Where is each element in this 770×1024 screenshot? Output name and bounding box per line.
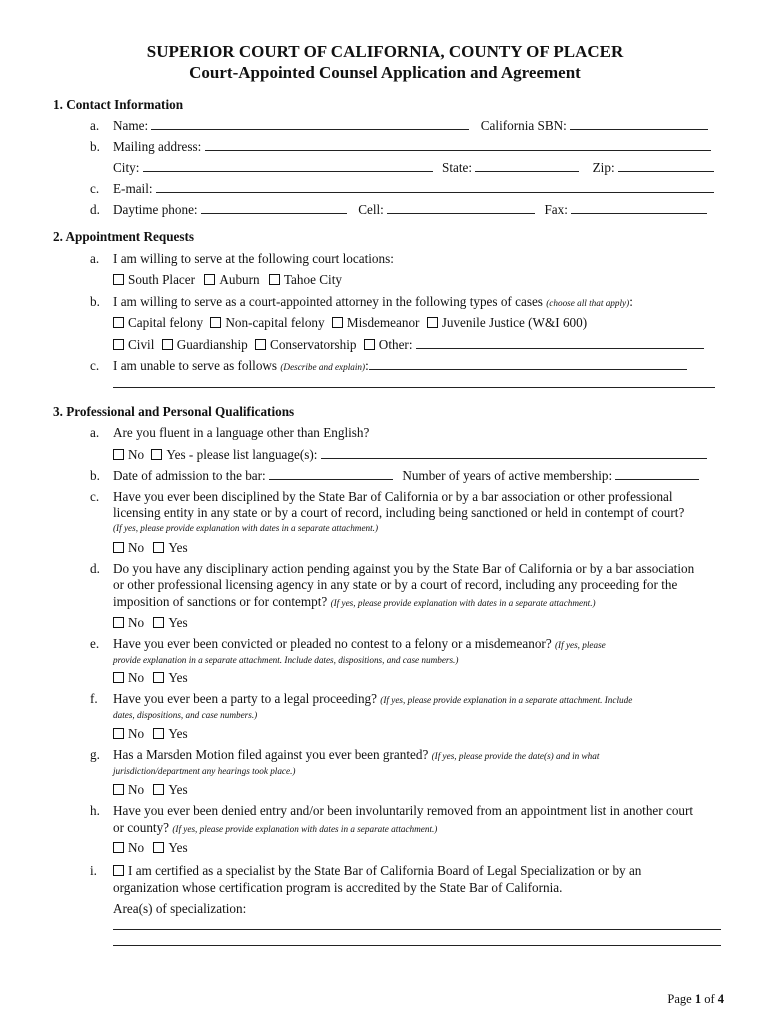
mailing-label: Mailing address: (113, 139, 202, 154)
case-type-label: Non-capital felony (225, 315, 325, 330)
item-3h: h. (90, 803, 100, 818)
marsden-options (113, 782, 188, 798)
item-3i: i. (90, 863, 97, 878)
years-label: Number of years of active membership: (402, 468, 613, 483)
marsden-note-1: (If yes, please provide the date(s) and in what (431, 751, 600, 761)
unable-row (113, 358, 687, 375)
item-3c: c. (90, 489, 100, 504)
daytime-field[interactable] (201, 202, 347, 214)
label-a: a. (90, 118, 100, 133)
no-label: No (128, 670, 145, 685)
section-1-heading: 1. Contact Information (53, 97, 184, 112)
case-type-label: Guardianship (176, 337, 248, 352)
state-field[interactable] (475, 160, 579, 172)
colon: : (365, 358, 369, 373)
checkbox-proceeding-no[interactable] (113, 728, 124, 739)
unable-field-2[interactable] (113, 376, 715, 388)
convicted-note-2: provide explanation in a separate attachment. Include dates, dispositions, and case numbers.) (113, 655, 459, 665)
item-2a: a. (90, 251, 100, 266)
item-1a (90, 118, 99, 134)
colon: : (629, 294, 633, 309)
no-label: No (128, 782, 145, 797)
checkbox-convicted-yes[interactable] (153, 672, 164, 683)
checkbox-marsden-yes[interactable] (153, 784, 164, 795)
other-field[interactable] (416, 337, 704, 349)
item-3d: d. (90, 561, 100, 576)
language-row (113, 447, 707, 463)
email-label: E-mail: (113, 181, 153, 196)
section-3-heading: 3. Professional and Personal Qualifications (53, 404, 295, 419)
marsden-note-2: jurisdiction/department any hearings took place.) (113, 766, 296, 776)
no-label: No (128, 840, 145, 855)
page-label: Page (667, 992, 692, 1006)
mailing-field[interactable] (205, 139, 711, 151)
sbn-field[interactable] (570, 118, 708, 130)
case-types-note: (choose all that apply) (546, 298, 630, 308)
case-type-label: Juvenile Justice (W&I 600) (441, 315, 588, 330)
item-3f: f. (90, 691, 98, 706)
unable-text: I am unable to serve as follows (113, 358, 278, 373)
yes-label: Yes (168, 782, 188, 797)
sbn-label: California SBN: (480, 118, 567, 133)
location-label: Tahoe City (283, 272, 342, 287)
yes-language-label: Yes - please list language(s): (166, 447, 318, 462)
court-title: SUPERIOR COURT OF CALIFORNIA, COUNTY OF PLACER (146, 42, 624, 61)
marsden-text (113, 747, 599, 764)
item-1c: c. (90, 181, 100, 196)
page-of: of (704, 992, 715, 1006)
discipline-text-2: licensing entity in any state or by a court of record, including being sanctioned or held in contempt of court? (113, 505, 685, 520)
fax-label: Fax: (544, 202, 568, 217)
unable-note: (Describe and explain) (280, 362, 366, 372)
no-label: No (128, 726, 145, 741)
no-label: No (128, 540, 145, 555)
checkbox-pending-yes[interactable] (153, 617, 164, 628)
item-3a: a. (90, 425, 100, 440)
language-prompt: Are you fluent in a language other than English? (113, 425, 370, 440)
unable-field[interactable] (369, 358, 687, 370)
city-row (113, 160, 714, 176)
form-title: Court-Appointed Counsel Application and Agreement (189, 63, 581, 82)
discipline-options (113, 540, 188, 556)
checkbox-disciplined-yes[interactable] (153, 542, 164, 553)
item-1b: b. (90, 139, 100, 154)
yes-label: Yes (168, 670, 188, 685)
checkbox-removed-yes[interactable] (153, 842, 164, 853)
pending-note: (If yes, please provide explanation with dates in a separate attachment.) (330, 598, 596, 608)
legal-proceeding-options (113, 726, 188, 742)
unable-row-2 (113, 376, 715, 392)
item-1d: d. (90, 202, 100, 217)
name-label: Name: (113, 118, 149, 133)
convicted-note-1: (If yes, please (554, 640, 606, 650)
checkbox-marsden-no[interactable] (113, 784, 124, 795)
removed-note: (If yes, please provide explanation with dates in a separate attachment.) (172, 824, 438, 834)
checkbox-south-placer[interactable] (113, 274, 124, 285)
case-type-label: Misdemeanor (346, 315, 420, 330)
pending-text-1: Do you have any disciplinary action pending against you by the State Bar of California or by a bar association (113, 561, 695, 576)
legal-proceeding-text (113, 691, 632, 708)
page-total: 4 (717, 992, 724, 1006)
city-label: City: (113, 160, 140, 175)
no-label: No (128, 447, 145, 462)
item-2b: b. (90, 294, 100, 309)
locations-row (113, 272, 342, 288)
case-type-label: Civil (128, 337, 155, 352)
checkbox-non-capital-felony[interactable] (210, 317, 221, 328)
checkbox-auburn[interactable] (204, 274, 215, 285)
checkbox-convicted-no[interactable] (113, 672, 124, 683)
checkbox-pending-no[interactable] (113, 617, 124, 628)
pending-text-2: or other professional licensing agency in any state or by a court of record, including any proceeding for the (113, 577, 678, 592)
checkbox-misdemeanor[interactable] (332, 317, 343, 328)
convicted-text (113, 636, 606, 653)
zip-label: Zip: (592, 160, 615, 175)
item-3e: e. (90, 636, 100, 651)
section-2-heading: 2. Appointment Requests (53, 229, 195, 244)
checkbox-language-yes[interactable] (151, 449, 162, 460)
no-label: No (128, 615, 145, 630)
page-current: 1 (694, 992, 702, 1006)
areas-line-1 (113, 918, 721, 934)
pending-options (113, 615, 188, 631)
page-number (667, 992, 724, 1007)
areas-field-1[interactable] (113, 918, 721, 930)
case-types-row-1 (113, 315, 587, 331)
yes-label: Yes (168, 615, 188, 630)
areas-field-2[interactable] (113, 934, 721, 946)
phone-row (113, 202, 707, 218)
case-types-text: I am willing to serve as a court-appointed attorney in the following types of cases (113, 294, 543, 309)
checkbox-removed-no[interactable] (113, 842, 124, 853)
pending-text-3-main: imposition of sanctions or for contempt? (113, 594, 328, 609)
admission-date-field[interactable] (269, 468, 393, 480)
item-3b: b. (90, 468, 100, 483)
legal-proceeding-main: Have you ever been a party to a legal proceeding? (113, 691, 377, 706)
checkbox-disciplined-no[interactable] (113, 542, 124, 553)
locations-prompt: I am willing to serve at the following court locations: (113, 251, 394, 266)
removed-text-2 (113, 820, 437, 837)
checkbox-tahoe-city[interactable] (269, 274, 280, 285)
convicted-options (113, 670, 188, 686)
marsden-main: Has a Marsden Motion filed against you ever been granted? (113, 747, 429, 762)
legal-proceeding-note-1: (If yes, please provide explanation in a separate attachment. Include (380, 695, 633, 705)
mailing-row (113, 139, 711, 155)
item-3g: g. (90, 747, 100, 762)
checkbox-language-no[interactable] (113, 449, 124, 460)
checkbox-civil[interactable] (113, 339, 124, 350)
case-type-label: Conservatorship (270, 337, 357, 352)
removed-text-2-main: or county? (113, 820, 170, 835)
fax-field[interactable] (571, 202, 707, 214)
yes-label: Yes (168, 840, 188, 855)
checkbox-proceeding-yes[interactable] (153, 728, 164, 739)
checkbox-juvenile-justice[interactable] (427, 317, 438, 328)
legal-proceeding-note-2: dates, dispositions, and case numbers.) (113, 710, 258, 720)
specialist-text-1 (113, 863, 641, 879)
admission-label: Date of admission to the bar: (113, 468, 266, 483)
cell-field[interactable] (387, 202, 535, 214)
location-label: Auburn (219, 272, 260, 287)
bar-admission-row (113, 468, 699, 484)
areas-line-2 (113, 934, 721, 950)
pending-text-3 (113, 594, 596, 611)
zip-field[interactable] (618, 160, 714, 172)
email-field[interactable] (156, 181, 714, 193)
checkbox-specialist[interactable] (113, 865, 124, 876)
specialist-text-2: organization whose certification program is accredited by the State Bar of California. (113, 880, 563, 895)
yes-label: Yes (168, 726, 188, 741)
name-field[interactable] (151, 118, 469, 130)
checkbox-capital-felony[interactable] (113, 317, 124, 328)
discipline-text-1: Have you ever been disciplined by the State Bar of California or by a bar association or other professional (113, 489, 673, 504)
discipline-note: (If yes, please provide explanation with dates in a separate attachment.) (113, 523, 379, 533)
case-types-row-2 (113, 337, 704, 353)
item-2c: c. (90, 358, 100, 373)
checkbox-guardianship[interactable] (162, 339, 173, 350)
city-field[interactable] (143, 160, 433, 172)
removed-text-1: Have you ever been denied entry and/or been involuntarily removed from an appointment list in another court (113, 803, 694, 818)
name-row (113, 118, 708, 134)
removed-options (113, 840, 188, 856)
checkbox-other[interactable] (364, 339, 375, 350)
location-label: South Placer (128, 272, 196, 287)
checkbox-conservatorship[interactable] (255, 339, 266, 350)
email-row (113, 181, 714, 197)
daytime-label: Daytime phone: (113, 202, 198, 217)
language-field[interactable] (321, 447, 707, 459)
specialist-text-main: I am certified as a specialist by the State Bar of California Board of Legal Specialization or by an (128, 863, 642, 878)
case-types-prompt (113, 294, 633, 311)
yes-label: Yes (168, 540, 188, 555)
years-field[interactable] (615, 468, 699, 480)
case-type-label: Capital felony (128, 315, 204, 330)
case-type-label: Other: (378, 337, 413, 352)
state-label: State: (441, 160, 473, 175)
areas-label: Area(s) of specialization: (113, 901, 247, 916)
cell-label: Cell: (358, 202, 384, 217)
convicted-text-main: Have you ever been convicted or pleaded no contest to a felony or a misdemeanor? (113, 636, 552, 651)
